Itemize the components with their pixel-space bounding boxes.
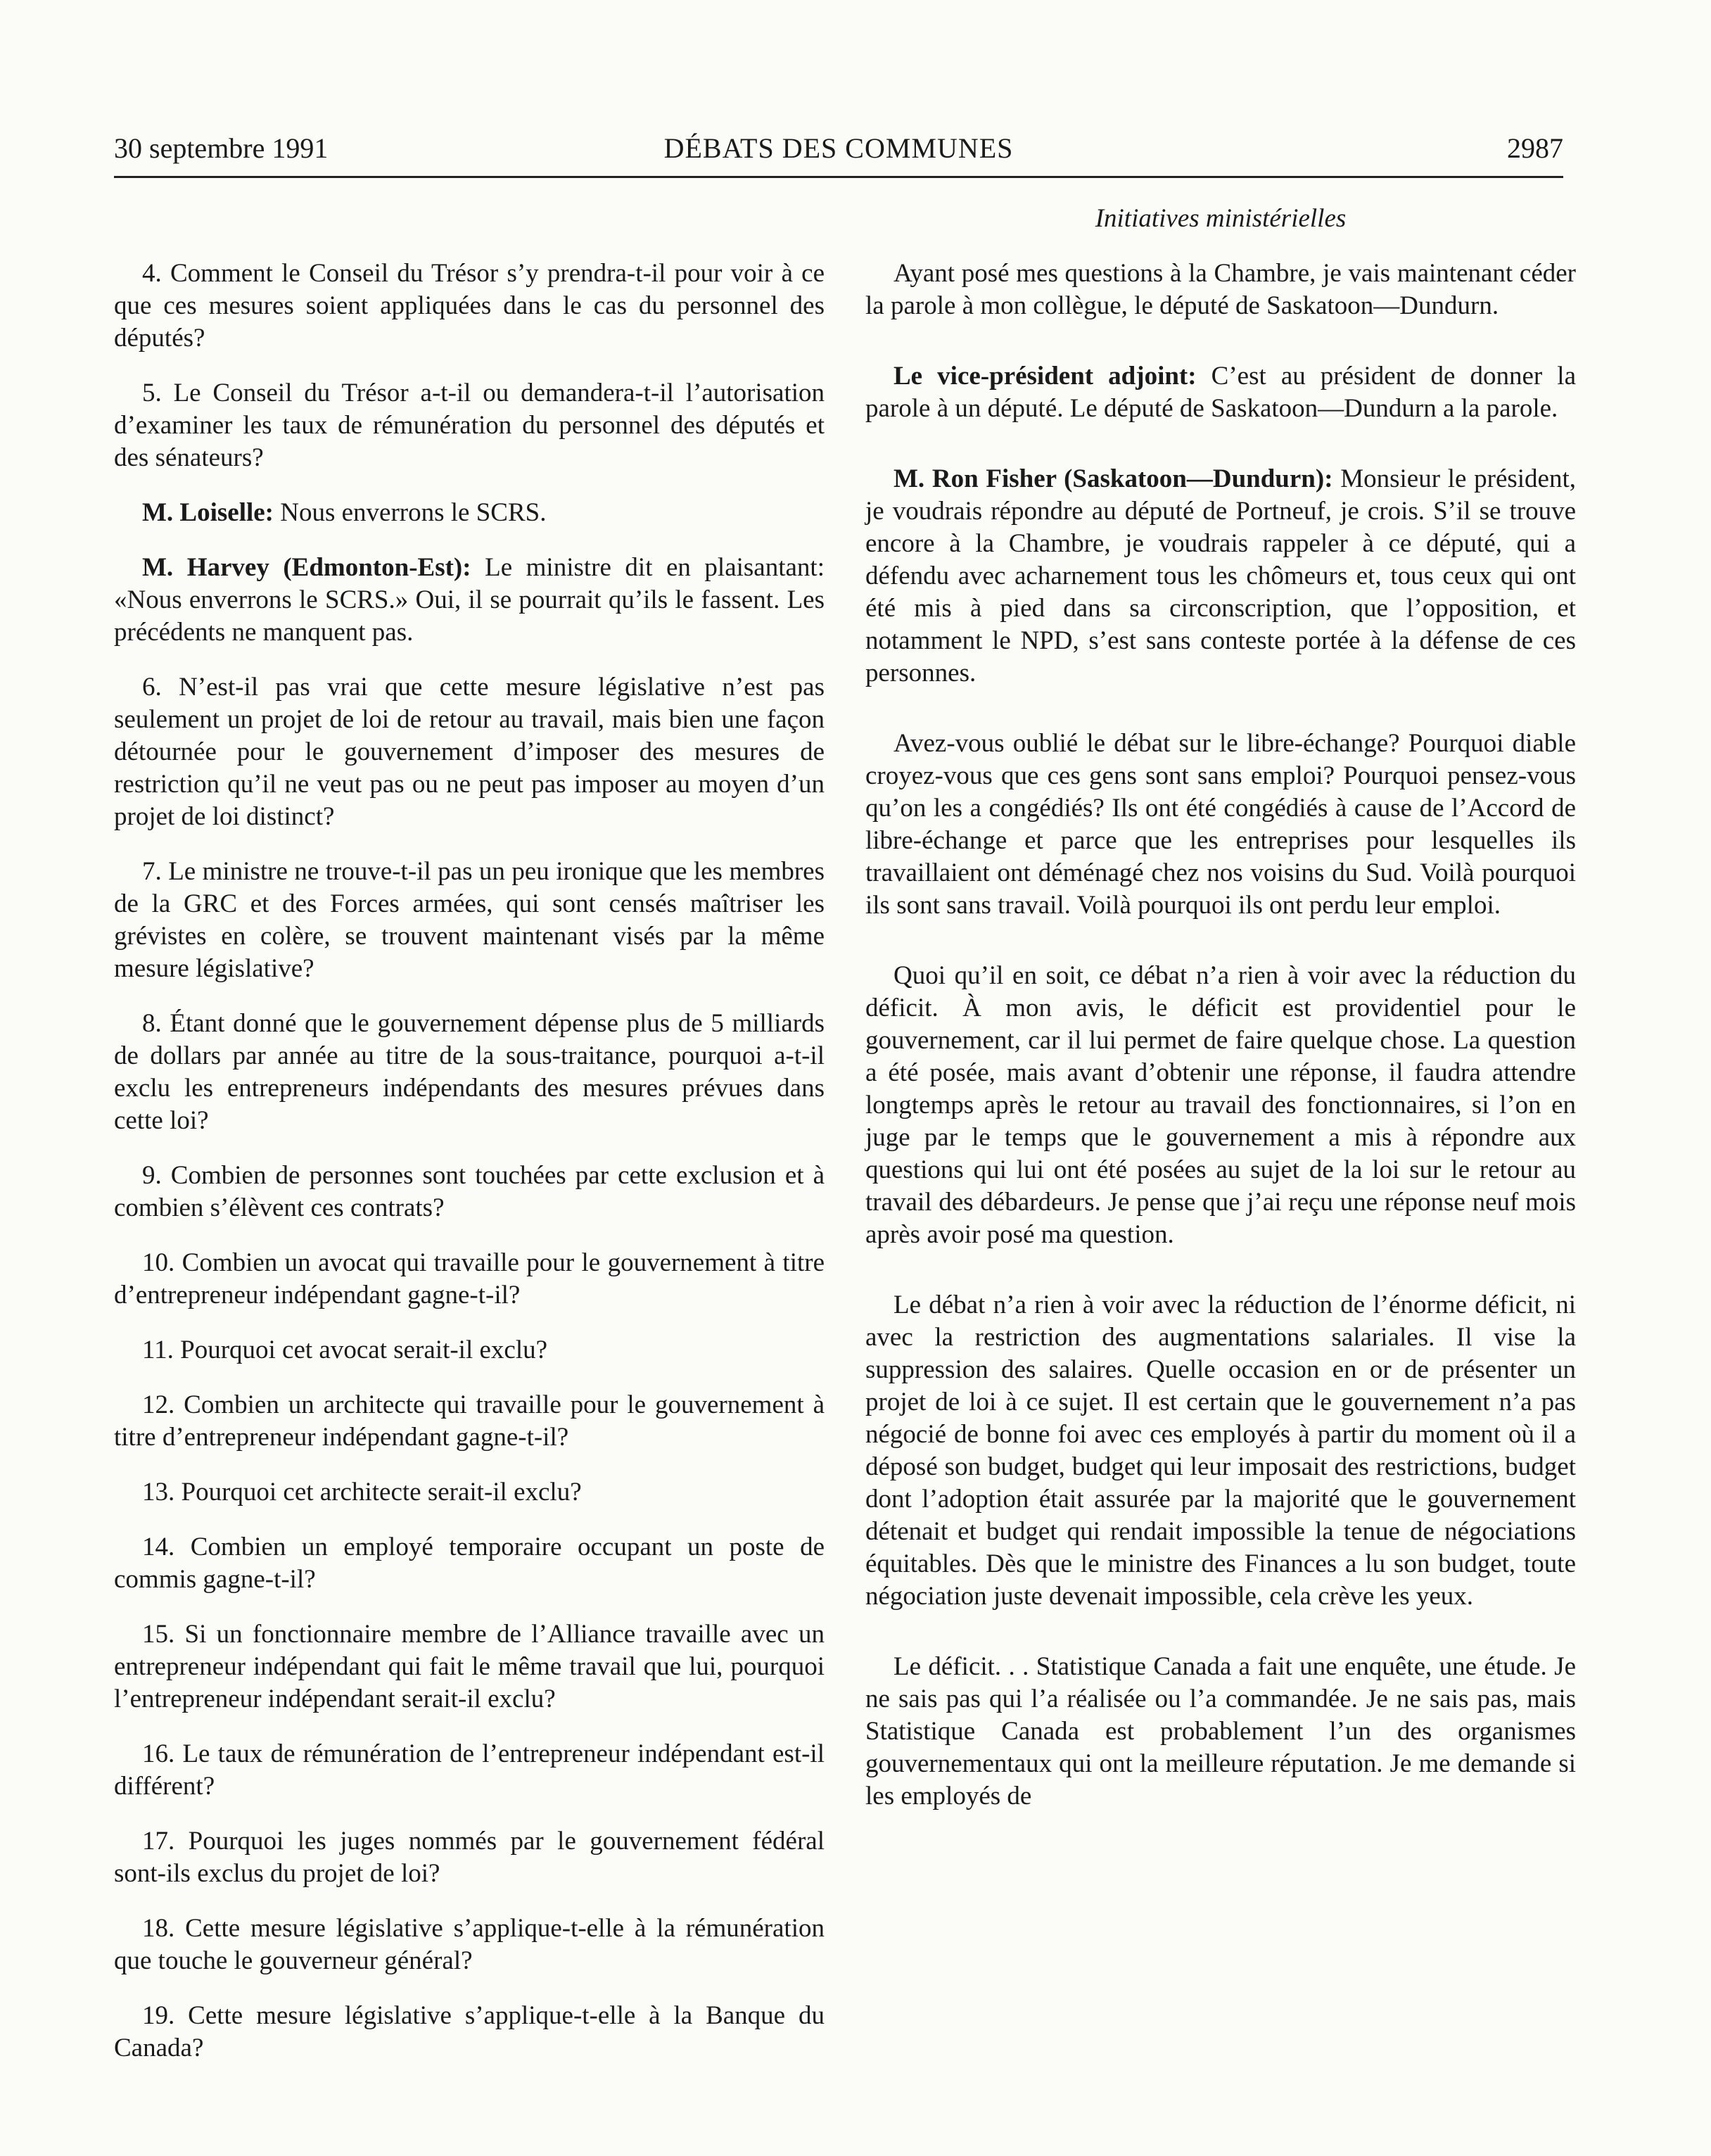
paragraph-text: Avez-vous oublié le débat sur le libre-échange? Pourquoi diable croyez-vous que ces gens sont sans emploi? Pourquoi pensez-vous qu’on les a congédiés? Ils ont été congédiés à cause de l’Accord de libre-échange et parce que les entreprises pour lesquelles ils travaillaient ont déménagé chez nos voisins du Sud. Voilà pourquoi ils sont sans travail. Voilà pourquoi ils ont perdu leur emploi. <box>865 729 1576 920</box>
paragraph-text: Monsieur le président, je voudrais répondre au député de Portneuf, je crois. S’il se trouve encore à la Chambre, je voudrais rappeler à ce député, qui a défendu avec acharnement tous les chômeurs et, tous ceux qui ont été mis à pied dans sa circonscription, que l’opposition, et notamment le NPD, s’est sans conteste portée à la défense de ces personnes. <box>865 464 1577 687</box>
paragraph-text: 5. Le Conseil du Trésor a-t-il ou demandera-t-il l’autorisation d’examiner les taux de rémunération du personnel des députés et des sénateurs? <box>114 379 825 472</box>
paragraph-text: 6. N’est-il pas vrai que cette mesure législative n’est pas seulement un projet de loi de retour au travail, mais bien une façon détournée pour le gouvernement d’imposer des mesures de restriction qu’il ne veut pas ou ne peut pas imposer au moyen d’un projet de loi distinct? <box>114 673 825 831</box>
paragraph <box>114 1825 825 1890</box>
paragraph <box>114 1247 825 1312</box>
speaker-name: M. Ron Fisher (Saskatoon—Dundurn): <box>893 464 1333 493</box>
paragraph-text: Le déficit. . . Statistique Canada a fait une enquête, une étude. Je ne sais pas qui l’a réalisée ou l’a commandée. Je ne sais pas, mais Statistique Canada est probablement l’un des organismes gouvernementaux qui ont la meilleure réputation. Je me demande si les employés de <box>865 1652 1576 1811</box>
paragraph <box>114 258 825 355</box>
paragraph-text: 19. Cette mesure législative s’applique-t-elle à la Banque du Canada? <box>114 2001 825 2062</box>
paragraph-text: 7. Le ministre ne trouve-t-il pas un peu ironique que les membres de la GRC et des Forces armées, qui sont censés maîtriser les grévistes en colère, se trouvent maintenant visés par la même mesure législative? <box>114 857 825 983</box>
paragraph <box>114 856 825 985</box>
paragraph <box>865 360 1576 425</box>
paragraph-text: 17. Pourquoi les juges nommés par le gouvernement fédéral sont-ils exclus du projet de loi? <box>114 1827 825 1888</box>
paragraph-text: 10. Combien un avocat qui travaille pour le gouvernement à titre d’entrepreneur indépendant gagne-t-il? <box>114 1248 825 1310</box>
paragraph-text: Ayant posé mes questions à la Chambre, je vais maintenant céder la parole à mon collègue, le député de Saskatoon—Dundurn. <box>865 259 1576 320</box>
paragraph <box>114 671 825 833</box>
paragraph <box>114 1008 825 1137</box>
section-label: Initiatives ministérielles <box>1095 204 1347 233</box>
header-title: DÉBATS DES COMMUNES <box>663 132 1014 164</box>
paragraph-text: C’est au président de donner la parole à un député. Le député de Saskatoon—Dundurn a la parole. <box>865 362 1576 423</box>
paragraph <box>114 1160 825 1224</box>
paragraph-text: 16. Le taux de rémunération de l’entrepreneur indépendant est-il différent? <box>114 1739 825 1801</box>
paragraph <box>114 1913 825 1977</box>
paragraph <box>865 728 1576 922</box>
paragraph <box>865 1651 1576 1813</box>
paragraph-text: 15. Si un fonctionnaire membre de l’Alliance travaille avec un entrepreneur indépendant qui fait le même travail que lui, pourquoi l’entrepreneur indépendant serait-il exclu? <box>114 1620 825 1713</box>
paragraph <box>865 463 1576 690</box>
paragraph-text: 12. Combien un architecte qui travaille pour le gouvernement à titre d’entrepreneur indépendant gagne-t-il? <box>114 1390 825 1452</box>
paragraph <box>114 1389 825 1454</box>
paragraph <box>865 1289 1576 1613</box>
paragraph <box>114 1738 825 1803</box>
paragraph <box>114 2000 825 2065</box>
page-header <box>114 131 1563 178</box>
paragraph-text: 13. Pourquoi cet architecte serait-il exclu? <box>142 1478 582 1507</box>
paragraph <box>114 1618 825 1716</box>
header-date: 30 septembre 1991 <box>114 132 329 164</box>
paragraph-text: 9. Combien de personnes sont touchées par cette exclusion et à combien s’élèvent ces contrats? <box>114 1161 825 1222</box>
paragraph-text: Nous enverrons le SCRS. <box>280 498 547 527</box>
page-number: 2987 <box>1507 132 1563 164</box>
paragraph-text: 11. Pourquoi cet avocat serait-il exclu? <box>142 1336 548 1364</box>
paragraph-text: Quoi qu’il en soit, ce débat n’a rien à voir avec la réduction du déficit. À mon avis, le déficit est providentiel pour le gouvernement, car il lui permet de faire quelque chose. La question a été posée, mais avant d’obtenir une réponse, il faudra attendre longtemps après le retour au travail des fonctionnaires, si l’on en juge par le temps que le gouvernement a mis à répondre aux questions qui lui ont été posées au sujet de la loi sur le retour au travail des débardeurs. Je pense que j’ai reçu une réponse neuf mois après avoir posé ma question. <box>865 961 1576 1249</box>
paragraph <box>114 552 825 649</box>
paragraph-text: Le ministre dit en plaisantant: «Nous enverrons le SCRS.» Oui, il se pourrait qu’ils le fassent. Les précédents ne manquent pas. <box>114 553 825 647</box>
speaker-name: Le vice-président adjoint: <box>893 362 1197 391</box>
paragraph-text: 8. Étant donné que le gouvernement dépense plus de 5 milliards de dollars par année au titre de la sous-traitance, pourquoi a-t-il exclu les entrepreneurs indépendants des mesures prévues dans cette loi? <box>114 1009 825 1135</box>
paragraph-text: 18. Cette mesure législative s’applique-t-elle à la rémunération que touche le gouverneur général? <box>114 1914 825 1975</box>
paragraph <box>114 1476 825 1509</box>
right-column <box>865 258 1576 1851</box>
paragraph <box>114 1334 825 1366</box>
paragraph <box>114 377 825 474</box>
paragraph <box>865 258 1576 322</box>
speaker-name: M. Loiselle: <box>142 498 274 527</box>
paragraph-text: 4. Comment le Conseil du Trésor s’y prendra-t-il pour voir à ce que ces mesures soient appliquées dans le cas du personnel des députés? <box>114 259 825 353</box>
paragraph <box>114 497 825 529</box>
paragraph <box>865 960 1576 1251</box>
paragraph-text: 14. Combien un employé temporaire occupant un poste de commis gagne-t-il? <box>114 1533 825 1594</box>
paragraph-text: Le débat n’a rien à voir avec la réduction de l’énorme déficit, ni avec la restriction des augmentations salariales. Il vise la suppression des salaires. Quelle occasion en or de présenter un projet de loi à ce sujet. Il est certain que le gouvernement n’a pas négocié de bonne foi avec ces employés à partir du moment où il a déposé son budget, budget qui leur imposait des restrictions, budget dont l’adoption était assurée par la majorité que le gouvernement détenait et budget qui rendait impossible la tenue de négociations équitables. Dès que le ministre des Finances a lu son budget, toute négociation juste devenait impossible, cela crève les yeux. <box>865 1291 1576 1611</box>
left-column <box>114 258 825 2087</box>
speaker-name: M. Harvey (Edmonton-Est): <box>142 553 471 582</box>
paragraph <box>114 1531 825 1596</box>
